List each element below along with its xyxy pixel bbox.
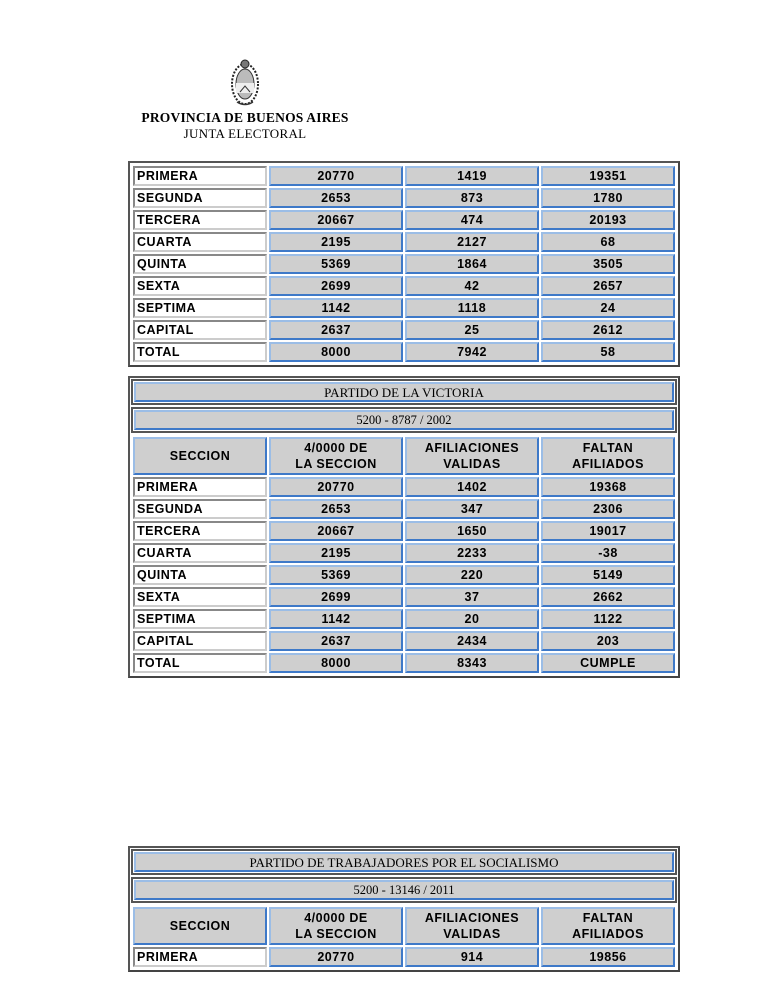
col-header-cuota-line1: 4/0000 DE bbox=[304, 441, 368, 455]
cell-validas: 347 bbox=[405, 499, 539, 519]
cell-faltan: 203 bbox=[541, 631, 675, 651]
cell-validas: 1864 bbox=[405, 254, 539, 274]
cell-seccion: SEXTA bbox=[133, 276, 267, 296]
table-row bbox=[133, 609, 675, 629]
affiliations-table-partido-de-la-victoria bbox=[128, 376, 680, 678]
cell-seccion: CAPITAL bbox=[133, 320, 267, 340]
cell-faltan: 5149 bbox=[541, 565, 675, 585]
cell-seccion: TERCERA bbox=[133, 521, 267, 541]
col-header-validas-line2: VALIDAS bbox=[443, 457, 501, 471]
col-header-validas bbox=[405, 437, 539, 475]
table-row bbox=[133, 232, 675, 252]
cell-cuota: 1142 bbox=[269, 298, 403, 318]
col-header-cuota-line2: LA SECCION bbox=[295, 927, 377, 941]
table-row bbox=[133, 521, 675, 541]
cell-validas: 474 bbox=[405, 210, 539, 230]
cell-validas: 42 bbox=[405, 276, 539, 296]
party-name: PARTIDO DE LA VICTORIA bbox=[134, 382, 674, 402]
cell-faltan: 24 bbox=[541, 298, 675, 318]
table3-grid bbox=[131, 905, 677, 969]
cell-faltan: 19351 bbox=[541, 166, 675, 186]
cell-faltan: 68 bbox=[541, 232, 675, 252]
cell-cuota: 5369 bbox=[269, 254, 403, 274]
cell-seccion: CAPITAL bbox=[133, 631, 267, 651]
table-row bbox=[133, 587, 675, 607]
party-name: PARTIDO DE TRABAJADORES POR EL SOCIALISMO bbox=[134, 852, 674, 872]
cell-cuota: 2699 bbox=[269, 587, 403, 607]
cell-faltan: 19368 bbox=[541, 477, 675, 497]
cell-seccion: SEPTIMA bbox=[133, 609, 267, 629]
cell-cuota: 20770 bbox=[269, 166, 403, 186]
col-header-cuota-line2: LA SECCION bbox=[295, 457, 377, 471]
cell-seccion: TOTAL bbox=[133, 653, 267, 673]
table-row bbox=[133, 188, 675, 208]
cell-faltan: 2306 bbox=[541, 499, 675, 519]
col-header-validas bbox=[405, 907, 539, 945]
cell-validas: 7942 bbox=[405, 342, 539, 362]
cell-cuota: 20770 bbox=[269, 477, 403, 497]
table1-grid bbox=[131, 164, 677, 364]
table-row bbox=[133, 631, 675, 651]
cell-seccion: QUINTA bbox=[133, 254, 267, 274]
cell-validas: 2233 bbox=[405, 543, 539, 563]
cell-cuota: 2653 bbox=[269, 188, 403, 208]
column-header-row bbox=[133, 437, 675, 475]
col-header-faltan-line2: AFILIADOS bbox=[572, 457, 644, 471]
cell-seccion: QUINTA bbox=[133, 565, 267, 585]
party-banner bbox=[131, 379, 677, 405]
cell-seccion: PRIMERA bbox=[133, 477, 267, 497]
cell-validas: 2127 bbox=[405, 232, 539, 252]
col-header-faltan-line2: AFILIADOS bbox=[572, 927, 644, 941]
cell-seccion: SEPTIMA bbox=[133, 298, 267, 318]
province-title: PROVINCIA DE BUENOS AIRES bbox=[141, 110, 349, 125]
cell-faltan: -38 bbox=[541, 543, 675, 563]
cell-validas: 25 bbox=[405, 320, 539, 340]
table-row bbox=[133, 565, 675, 585]
cell-cuota: 1142 bbox=[269, 609, 403, 629]
cell-validas: 1419 bbox=[405, 166, 539, 186]
cell-faltan: 1780 bbox=[541, 188, 675, 208]
cell-validas: 1650 bbox=[405, 521, 539, 541]
cell-faltan: CUMPLE bbox=[541, 653, 675, 673]
col-header-seccion bbox=[133, 437, 267, 475]
table-row bbox=[133, 947, 675, 967]
table2-grid bbox=[131, 435, 677, 675]
cell-cuota: 2637 bbox=[269, 320, 403, 340]
col-header-validas-line1: AFILIACIONES bbox=[424, 441, 520, 455]
cell-cuota: 20667 bbox=[269, 210, 403, 230]
cell-validas: 1402 bbox=[405, 477, 539, 497]
table-row bbox=[133, 499, 675, 519]
cell-faltan: 3505 bbox=[541, 254, 675, 274]
cell-cuota: 20770 bbox=[269, 947, 403, 967]
cell-validas: 873 bbox=[405, 188, 539, 208]
table-row bbox=[133, 166, 675, 186]
affiliations-table-1 bbox=[128, 161, 680, 367]
cell-seccion: SEXTA bbox=[133, 587, 267, 607]
col-header-cuota bbox=[269, 437, 403, 475]
cell-validas: 914 bbox=[405, 947, 539, 967]
cell-seccion: PRIMERA bbox=[133, 947, 267, 967]
cell-seccion: PRIMERA bbox=[133, 166, 267, 186]
cell-validas: 1118 bbox=[405, 298, 539, 318]
table-row bbox=[133, 653, 675, 673]
cell-seccion: CUARTA bbox=[133, 543, 267, 563]
party-banner bbox=[131, 849, 677, 875]
cell-faltan: 20193 bbox=[541, 210, 675, 230]
cell-seccion: SEGUNDA bbox=[133, 499, 267, 519]
table-row bbox=[133, 254, 675, 274]
cell-validas: 8343 bbox=[405, 653, 539, 673]
table-row bbox=[133, 543, 675, 563]
cell-cuota: 2653 bbox=[269, 499, 403, 519]
col-header-faltan-line1: FALTAN bbox=[582, 911, 634, 925]
col-header-seccion-label: SECCION bbox=[169, 919, 231, 933]
cell-faltan: 1122 bbox=[541, 609, 675, 629]
coat-of-arms-icon bbox=[228, 56, 262, 108]
cell-faltan: 2612 bbox=[541, 320, 675, 340]
board-subtitle: JUNTA ELECTORAL bbox=[183, 126, 307, 141]
cell-cuota: 2637 bbox=[269, 631, 403, 651]
affiliations-table-partido-de-trabajadores-por-el-socialismo bbox=[128, 846, 680, 972]
document-header bbox=[120, 56, 370, 142]
col-header-validas-line2: VALIDAS bbox=[443, 927, 501, 941]
table-row bbox=[133, 276, 675, 296]
table-row bbox=[133, 210, 675, 230]
cell-seccion: TERCERA bbox=[133, 210, 267, 230]
expediente-banner bbox=[131, 877, 677, 903]
cell-cuota: 20667 bbox=[269, 521, 403, 541]
cell-seccion: TOTAL bbox=[133, 342, 267, 362]
table-row bbox=[133, 342, 675, 362]
table-row bbox=[133, 477, 675, 497]
cell-validas: 2434 bbox=[405, 631, 539, 651]
expediente-number: 5200 - 8787 / 2002 bbox=[134, 410, 674, 430]
col-header-faltan bbox=[541, 907, 675, 945]
col-header-faltan bbox=[541, 437, 675, 475]
cell-validas: 20 bbox=[405, 609, 539, 629]
cell-faltan: 58 bbox=[541, 342, 675, 362]
cell-cuota: 5369 bbox=[269, 565, 403, 585]
col-header-cuota-line1: 4/0000 DE bbox=[304, 911, 368, 925]
table-row bbox=[133, 298, 675, 318]
cell-seccion: SEGUNDA bbox=[133, 188, 267, 208]
cell-cuota: 8000 bbox=[269, 342, 403, 362]
cell-cuota: 8000 bbox=[269, 653, 403, 673]
cell-validas: 37 bbox=[405, 587, 539, 607]
col-header-seccion bbox=[133, 907, 267, 945]
cell-cuota: 2195 bbox=[269, 232, 403, 252]
cell-cuota: 2699 bbox=[269, 276, 403, 296]
expediente-banner bbox=[131, 407, 677, 433]
cell-faltan: 19017 bbox=[541, 521, 675, 541]
expediente-number: 5200 - 13146 / 2011 bbox=[134, 880, 674, 900]
col-header-validas-line1: AFILIACIONES bbox=[424, 911, 520, 925]
cell-faltan: 2657 bbox=[541, 276, 675, 296]
col-header-seccion-label: SECCION bbox=[169, 449, 231, 463]
cell-validas: 220 bbox=[405, 565, 539, 585]
cell-cuota: 2195 bbox=[269, 543, 403, 563]
column-header-row bbox=[133, 907, 675, 945]
col-header-cuota bbox=[269, 907, 403, 945]
table-row bbox=[133, 320, 675, 340]
cell-faltan: 2662 bbox=[541, 587, 675, 607]
cell-seccion: CUARTA bbox=[133, 232, 267, 252]
col-header-faltan-line1: FALTAN bbox=[582, 441, 634, 455]
cell-faltan: 19856 bbox=[541, 947, 675, 967]
